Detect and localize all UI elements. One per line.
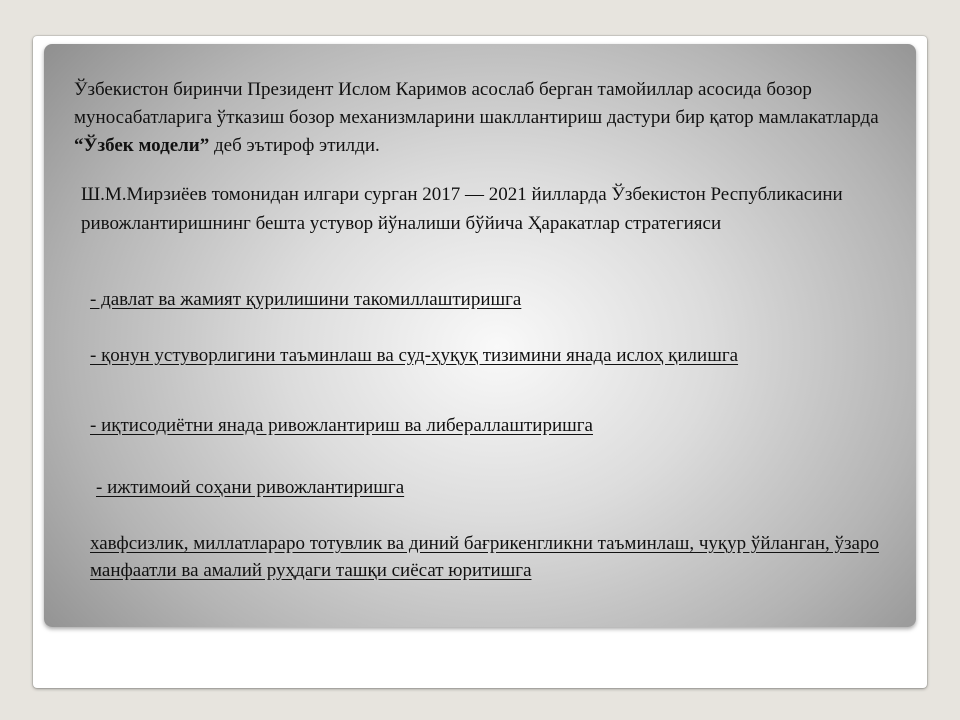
- list-item: хавфсизлик, миллатлараро тотувлик ва диний бағрикенгликни таъминлаш, чуқур ўйланган, ўзаро манфаатли ва амалий руҳдаги ташқи сиёсат юритишга: [90, 533, 879, 581]
- list-item: - иқтисодиётни янада ривожлантириш ва либераллаштиришга: [90, 415, 593, 436]
- strategy-paragraph: Ш.М.Мирзиёев томонидан илгари сурган 2017 — 2021 йилларда Ўзбекистон Республикасини ривожлантиришнинг бешта устувор йўналиши бўйича Ҳаракатлар стратегияси: [81, 184, 843, 234]
- list-item: - қонун устуворлигини таъминлаш ва суд-ҳуқуқ тизимини янада ислоҳ қилишга: [90, 345, 739, 366]
- intro-highlight: “Ўзбек модели”: [74, 135, 210, 156]
- intro-text-after: деб эътироф этилди.: [209, 135, 380, 156]
- intro-paragraph: [74, 76, 904, 160]
- list-item: - ижтимоий соҳани ривожлантиришга: [96, 477, 405, 498]
- list-item: - давлат ва жамият қурилишини такомиллаштиришга: [90, 289, 522, 310]
- intro-text-before: Ўзбекистон биринчи Президент Ислом Каримов асослаб берган тамойиллар асосида бозор муносабатларига ўтказиш бозор механизмларини шакллантириш дастури бир қатор мамлакатларда: [74, 79, 879, 128]
